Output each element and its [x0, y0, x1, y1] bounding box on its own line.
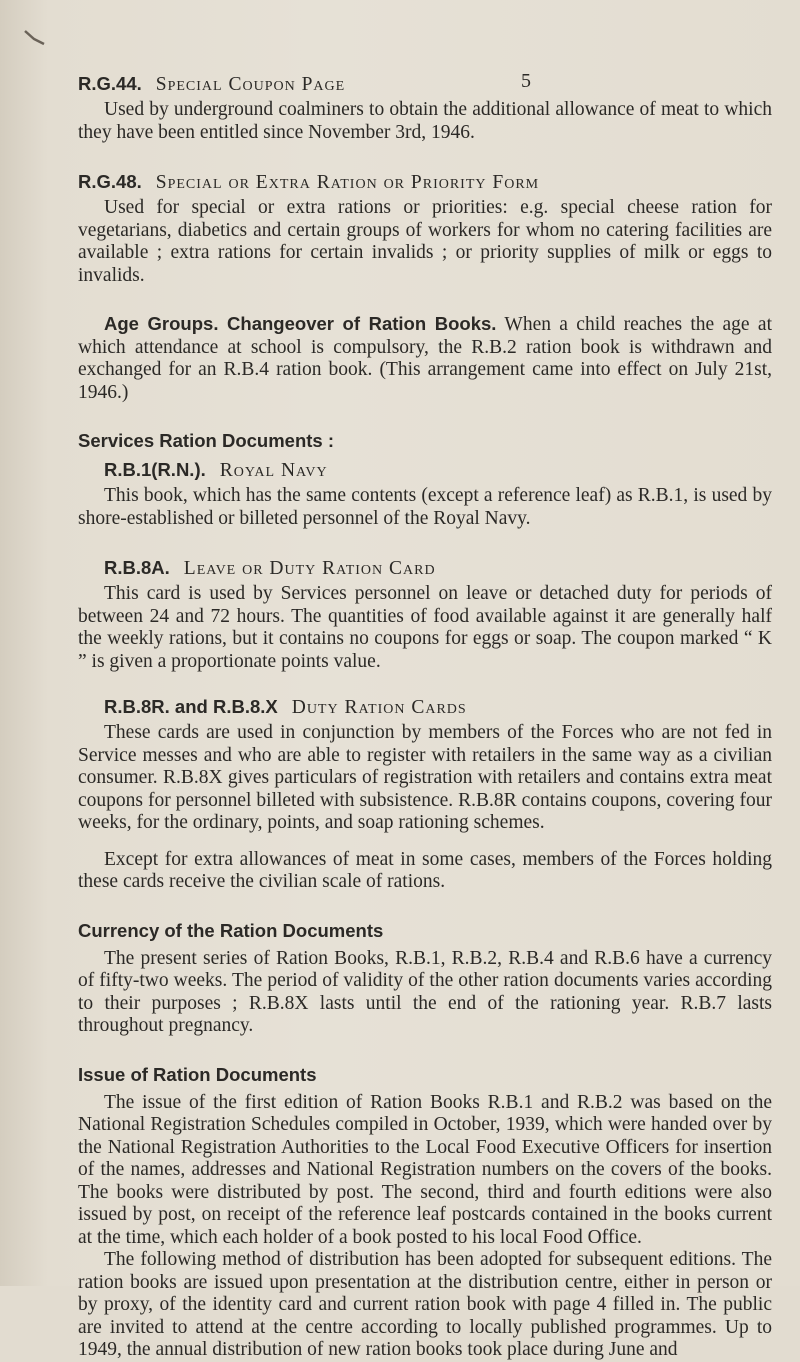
entry-heading-rb1: [104, 458, 772, 483]
entry-body-rb1: [78, 485, 772, 530]
entry-title: Duty Ration Cards: [291, 697, 467, 718]
page-number: 5: [521, 70, 531, 92]
paragraph: Except for extra allowances of meat in some cases, members of the Forces holding these cards receive the civilian scale of rations.: [78, 848, 772, 892]
paragraph: Used by underground coalminers to obtain the additional allowance of meat to which they have been entitled since November 3rd, 1946.: [78, 99, 772, 143]
entry-code: R.G.48.: [78, 171, 142, 192]
age-groups-section: [78, 313, 772, 404]
entry-title: Royal Navy: [219, 460, 328, 481]
entry-body-rb8r: [78, 722, 772, 894]
entry-heading-rg48: [78, 170, 772, 195]
section-heading: Currency of the Ration Documents: [78, 919, 384, 941]
paragraph-text: When a child reaches the age at which attendance at school is compulsory, the R.B.2 ration book is withdrawn and exchanged for an R.B.4 ration book. (This arrangement came into effect on July 21st, 1946.): [78, 314, 772, 403]
entry-code: R.B.8R. and R.B.8.X: [104, 696, 278, 717]
paragraph: These cards are used in conjunction by members of the Forces who are not fed in Service messes and who are able to register with retailers in the same way as a civilian consumer. R.B.8X gives particulars of registration with retailers and contains extra meat coupons for personnel billeted with subsistence. R.B.8R contains coupons, covering four weeks, for the ordinary, points, and soap rationing schemes.: [78, 722, 772, 833]
entry-code: R.B.8A.: [104, 557, 170, 578]
entry-code: R.G.44.: [78, 73, 142, 94]
entry-title: Special Coupon Page: [155, 74, 346, 95]
paragraph: This book, which has the same contents (except a reference leaf) as R.B.1, is used by shore-established or billeted personnel of the Royal Navy.: [78, 485, 772, 529]
ink-mark: [22, 28, 48, 48]
section-heading: Age Groups. Changeover of Ration Books.: [104, 313, 497, 334]
paragraph: Used for special or extra rations or priorities: e.g. special cheese ration for vegetarians, diabetics and certain groups of workers for whom no catering facilities are available ; extra rations for certain invalids ; or priority supplies of milk or eggs to invalids.: [78, 197, 772, 286]
paragraph: This card is used by Services personnel on leave or detached duty for periods of between 24 and 72 hours. The quantities of food available against it are generally half the weekly rations, but it contains no coupons for eggs or soap. The coupon marked “ K ” is given a proportionate points value.: [78, 583, 772, 672]
entry-body-rb8a: [78, 583, 772, 673]
entry-code: R.B.1(R.N.).: [104, 459, 206, 480]
entry-title: Leave or Duty Ration Card: [183, 558, 436, 579]
paragraph: The following method of distribution has been adopted for subsequent editions. The ration books are issued upon presentation at the distribution centre, either in person or by proxy, of the identity card and current ration book with page 4 filled in. The public are invited to attend at the centre according to locally published programmes. Up to 1949, the annual distribution of new ration books took place during June and: [78, 1249, 772, 1360]
section-heading: Issue of Ration Documents: [78, 1063, 317, 1085]
entry-title: Special or Extra Ration or Priority Form: [155, 172, 540, 193]
entry-body-rg44: [78, 99, 772, 144]
section-heading: Services Ration Documents :: [78, 430, 334, 451]
paragraph: [52, 313, 772, 404]
issue-section: [78, 1092, 772, 1362]
paragraph: The issue of the first edition of Ration Books R.B.1 and R.B.2 was based on the National Registration Schedules compiled in October, 1939, which were handed over by the National Registration Authorities to the Local Food Executive Officers for insertion of the names, addresses and National Registration numbers on the covers of the books. The books were distributed by post. The second, third and fourth editions were also issued by post, on receipt of the reference leaf postcards contained in the books current at the time, which each holder of a book posted to his local Food Office.: [78, 1091, 772, 1248]
entry-heading-rb8a: [104, 556, 772, 581]
entry-heading-rg44: [78, 72, 772, 97]
currency-section: [78, 948, 772, 1038]
entry-body-rg48: [78, 197, 772, 287]
entry-heading-rb8r: [104, 695, 772, 720]
paragraph: The present series of Ration Books, R.B.1, R.B.2, R.B.4 and R.B.6 have a currency of fifty-two weeks. The period of validity of the other ration documents varies according to their purposes ; R.B.8X lasts until the end of the rationing year. R.B.7 lasts throughout pregnancy.: [78, 947, 772, 1036]
